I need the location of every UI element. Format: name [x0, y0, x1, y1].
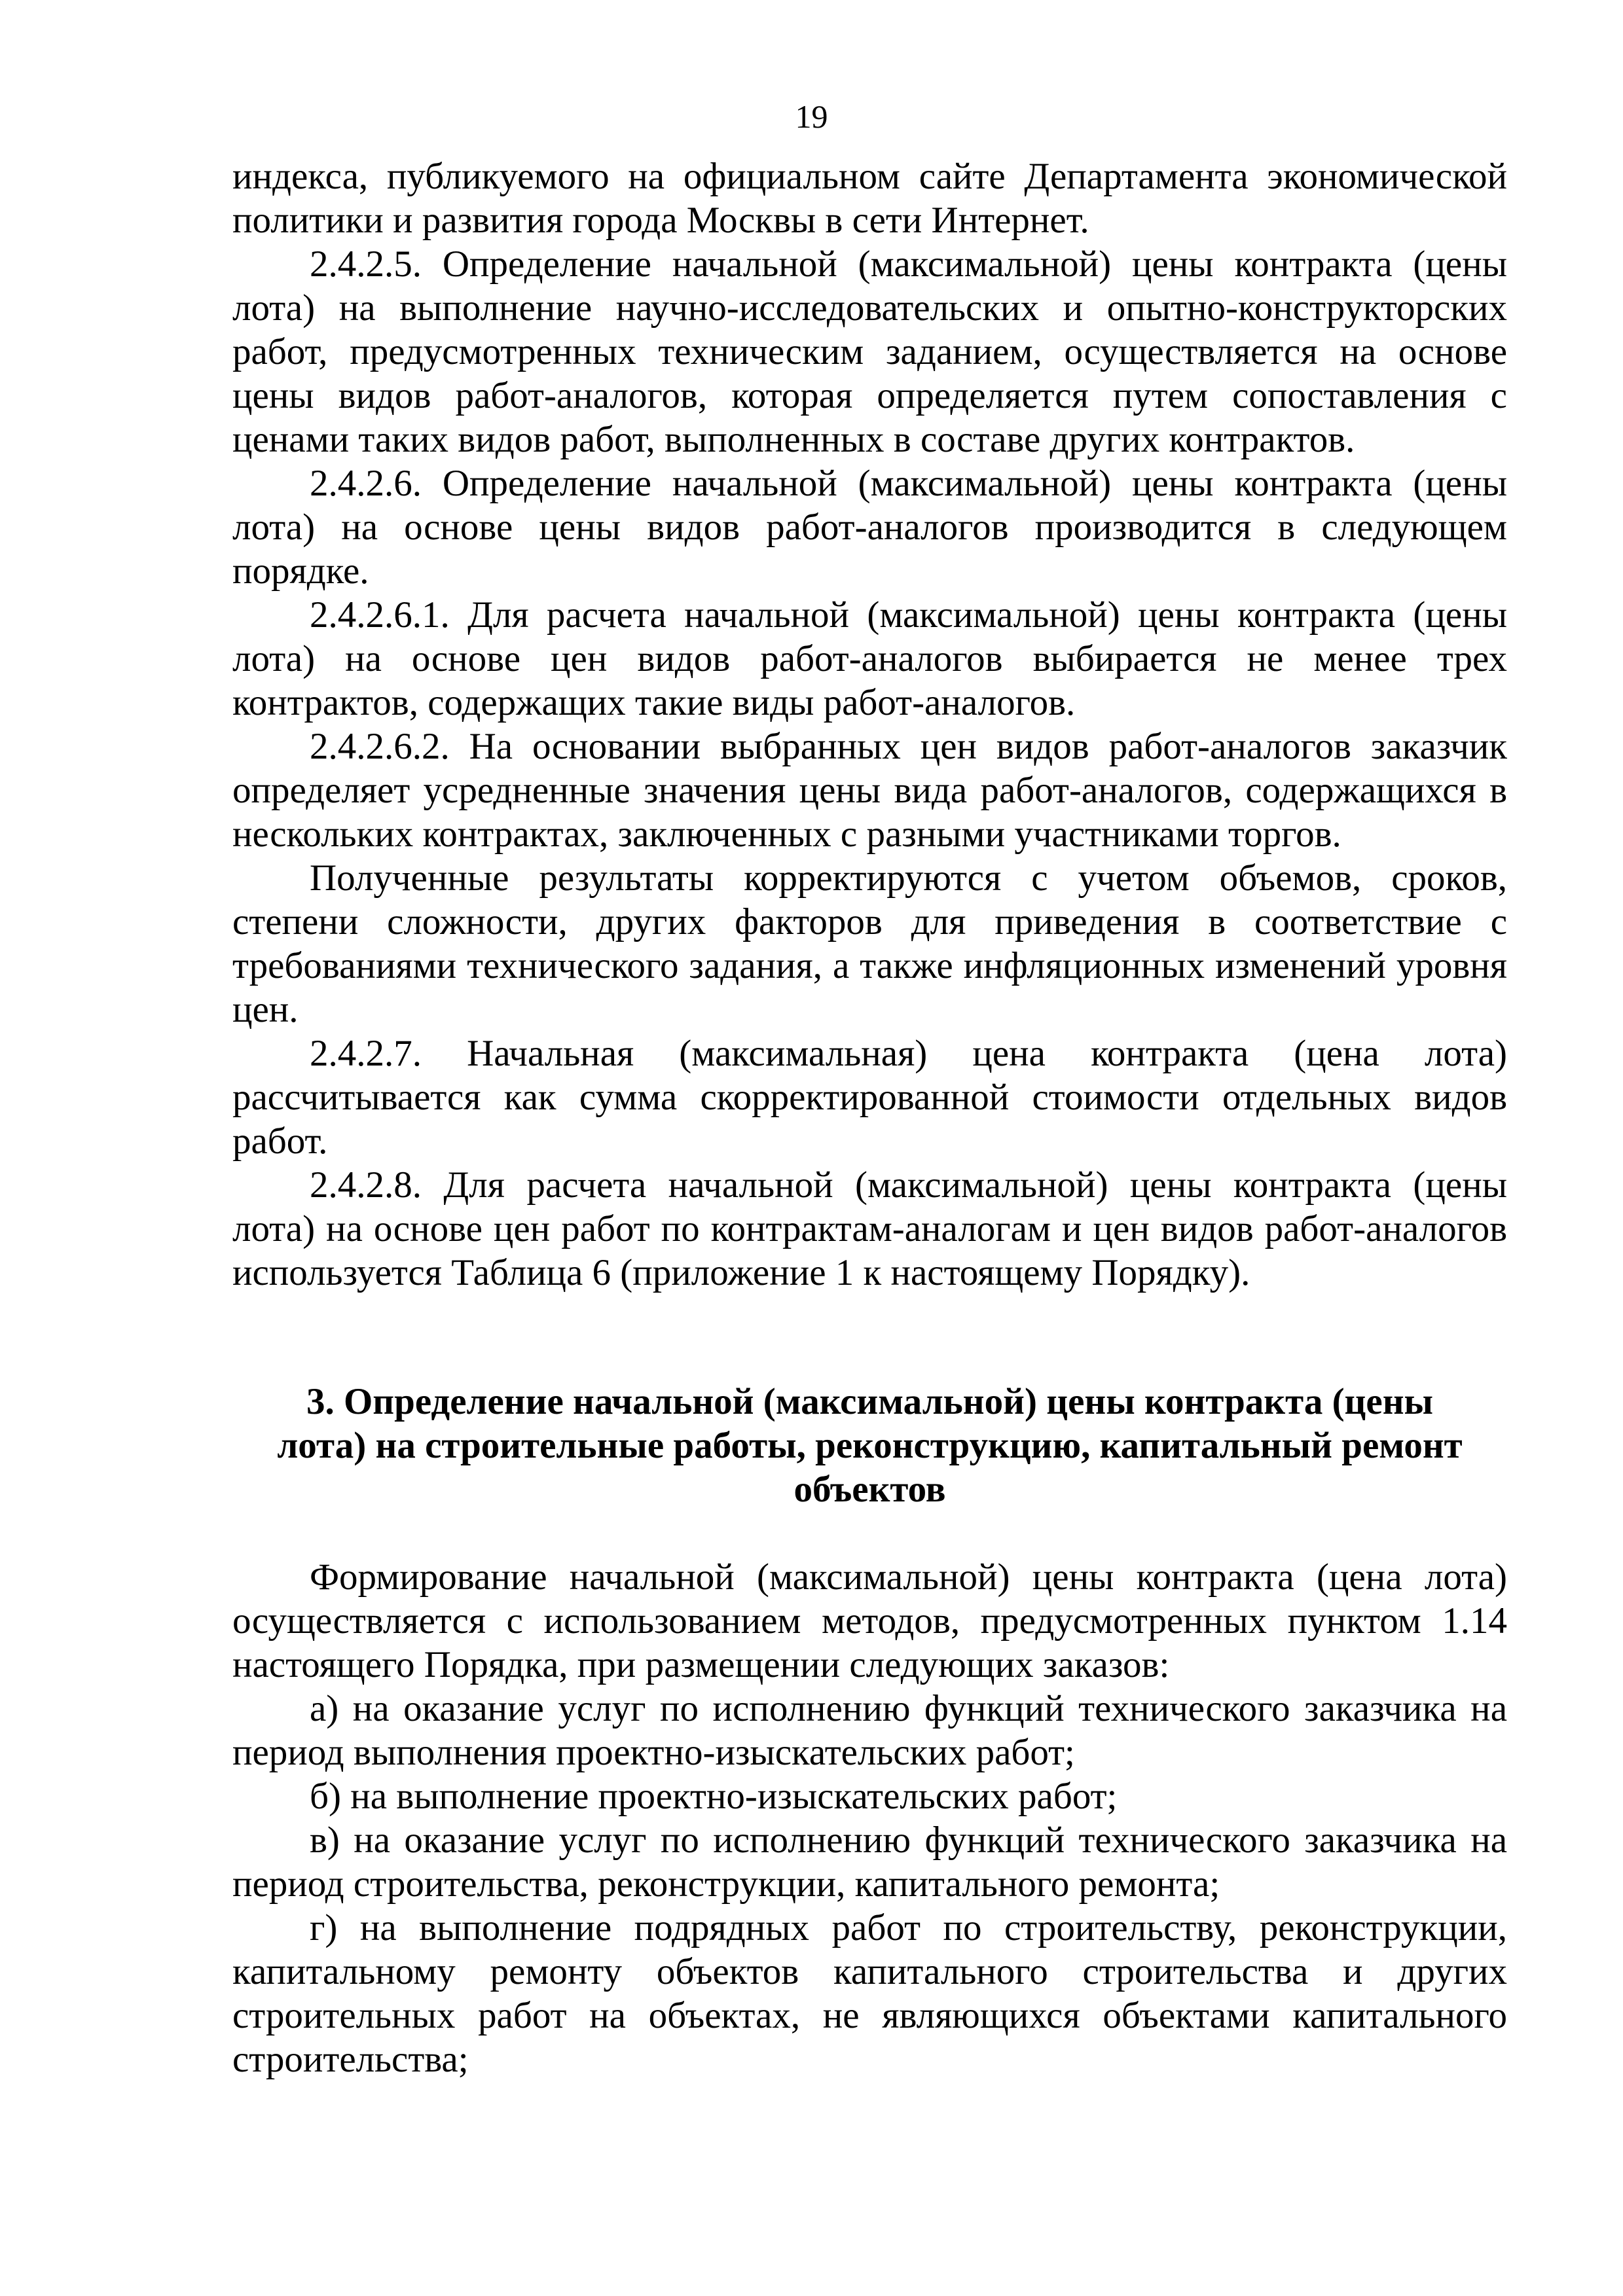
section-3-title: 3. Определение начальной (максимальной) цены контракта (цены лота) на строительные работы, реконструкцию, капитальный ремонт объектов [277, 1381, 1463, 1510]
list-item-b: б) на выполнение проектно-изыскательских работ; [310, 1776, 1118, 1817]
paragraph-formation: Формирование начальной (максимальной) цены контракта (цена лота) осуществляется с использованием методов, предусмотренных пунктом 1.14 настоящего Порядка, при размещении следующих заказов: [232, 1556, 1507, 1685]
paragraph-2-4-2-6-2: 2.4.2.6.2. На основании выбранных цен видов работ-аналогов заказчик определяет усредненные значения цены вида работ-аналогов, содержащихся в нескольких контрактах, заключенных с разными участниками торгов. [232, 726, 1507, 855]
list-item-a: а) на оказание услуг по исполнению функций технического заказчика на период выполнения проектно-изыскательских работ; [232, 1688, 1507, 1773]
paragraph-2-4-2-5: 2.4.2.5. Определение начальной (максимальной) цены контракта (цены лота) на выполнение научно-исследовательских и опытно-конструкторских работ, предусмотренных техническим заданием, осуществляется на основе цены видов работ-аналогов, которая определяется путем сопоставления с ценами таких видов работ, выполненных в составе других контрактов. [232, 243, 1507, 460]
paragraph-2-4-2-8: 2.4.2.8. Для расчета начальной (максимальной) цены контракта (цены лота) на основе цен работ по контрактам-аналогам и цен видов работ-аналогов используется Таблица 6 (приложение 1 к настоящему Порядку). [232, 1164, 1507, 1293]
paragraph-2-4-2-7: 2.4.2.7. Начальная (максимальная) цена контракта (цена лота) рассчитывается как сумма скорректированной стоимости отдельных видов работ. [232, 1033, 1507, 1162]
paragraph-2-4-2-6: 2.4.2.6. Определение начальной (максимальной) цены контракта (цены лота) на основе цены видов работ-аналогов производится в следующем порядке. [232, 463, 1507, 592]
paragraph-results-correction: Полученные результаты корректируются с учетом объемов, сроков, степени сложности, других факторов для приведения в соответствие с требованиями технического задания, а также инфляционных изменений уровня цен. [232, 857, 1507, 1030]
list-item-v: в) на оказание услуг по исполнению функций технического заказчика на период строительства, реконструкции, капитального ремонта; [232, 1820, 1507, 1905]
page-number: 19 [795, 98, 828, 135]
section-title-spacer [232, 1511, 1507, 1555]
document-body [232, 154, 1507, 2081]
paragraph-2-4-2-6-1: 2.4.2.6.1. Для расчета начальной (максимальной) цены контракта (цены лота) на основе цен видов работ-аналогов выбирается не менее трех контрактов, содержащих такие виды работ-аналогов. [232, 594, 1507, 723]
section-spacer [232, 1295, 1507, 1380]
paragraph-continuation: индекса, публикуемого на официальном сайте Департамента экономической политики и развития города Москвы в сети Интернет. [232, 156, 1507, 241]
list-item-g: г) на выполнение подрядных работ по строительству, реконструкции, капитальному ремонту объектов капитального строительства и других строительных работ на объектах, не являющихся объектами капитального строительства; [232, 1907, 1507, 2080]
